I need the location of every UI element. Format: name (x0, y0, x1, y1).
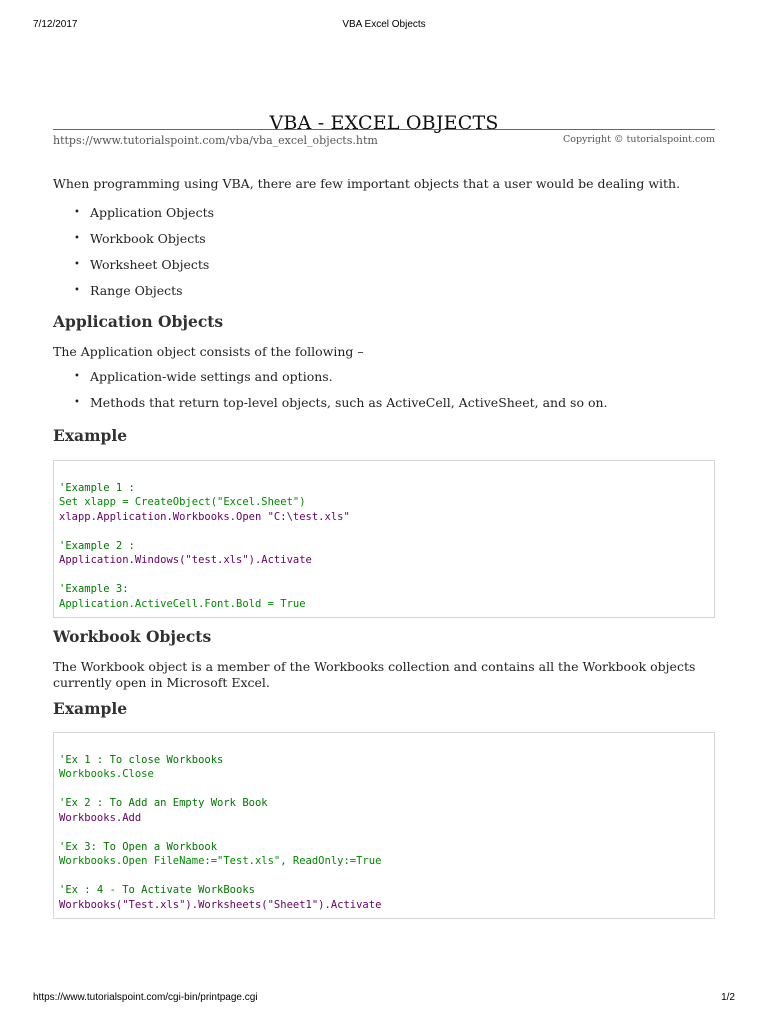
code-line: 'Ex 3: To Open a Workbook (59, 840, 218, 853)
page-title: VBA - EXCEL OBJECTS (269, 111, 499, 134)
workbook-objects-heading: Workbook Objects (53, 627, 212, 646)
application-objects-heading: Application Objects (53, 312, 224, 331)
print-header (0, 19, 768, 33)
code-line: Workbooks.Close (59, 768, 154, 780)
print-date: 7/12/2017 (33, 19, 78, 30)
source-bar (53, 129, 715, 152)
footer-url: https://www.tutorialspoint.com/cgi-bin/printpage.cgi (33, 992, 258, 1003)
article-content (53, 176, 715, 919)
list-item: • Worksheet Objects (53, 254, 715, 280)
copyright-notice: Copyright © tutorialspoint.com (562, 134, 715, 145)
application-items-list (53, 366, 715, 418)
code-line: Application.ActiveCell.Font.Bold = True (59, 597, 306, 610)
code-line: 'Example 1 : (59, 481, 135, 494)
list-item: • Workbook Objects (53, 228, 715, 254)
code-line (59, 524, 709, 539)
application-example-heading: Example (53, 426, 128, 445)
list-item: • Range Objects (53, 280, 715, 306)
intro-paragraph: When programming using VBA, there are few important objects that a user would be dealing with. (53, 176, 681, 191)
code-line: xlapp.Application.Workbooks.Open "C:\test.xls" (59, 510, 350, 523)
list-item: • Application Objects (53, 202, 715, 228)
code-line: 'Example 3: (59, 583, 129, 595)
code-line: Set xlapp = CreateObject("Excel.Sheet") (59, 496, 306, 508)
code-line (59, 782, 709, 797)
code-line: Workbooks("Test.xls").Worksheets("Sheet1").Activate (59, 898, 382, 911)
workbook-code-block (53, 732, 715, 919)
workbook-description: The Workbook object is a member of the Workbooks collection and contains all the Workbook objects currently open in Microsoft Excel. (53, 659, 696, 690)
code-line (59, 869, 709, 884)
workbook-example-heading: Example (53, 699, 128, 718)
code-line: Workbooks.Open FileName:="Test.xls", ReadOnly:=True (59, 855, 382, 867)
print-title: VBA Excel Objects (342, 19, 426, 30)
code-line: Application.Windows("test.xls").Activate (59, 554, 312, 566)
print-footer (0, 992, 768, 1006)
application-code-block (53, 460, 715, 618)
code-line (59, 568, 709, 583)
code-line: 'Ex 1 : To close Workbooks (59, 753, 224, 766)
code-line: 'Ex : 4 - To Activate WorkBooks (59, 884, 255, 896)
code-line: 'Ex 2 : To Add an Empty Work Book (59, 797, 268, 809)
list-item: • Application-wide settings and options. (53, 366, 715, 392)
code-line: 'Example 2 : (59, 539, 135, 552)
object-list (53, 202, 715, 306)
code-line: Workbooks.Add (59, 811, 142, 824)
list-item: • Methods that return top-level objects, such as ActiveCell, ActiveSheet, and so on. (53, 392, 715, 418)
application-description: The Application object consists of the following – (53, 344, 364, 359)
source-url[interactable]: https://www.tutorialspoint.com/vba/vba_excel_objects.htm (53, 134, 378, 147)
page-number: 1/2 (721, 992, 735, 1003)
code-line (59, 825, 709, 840)
